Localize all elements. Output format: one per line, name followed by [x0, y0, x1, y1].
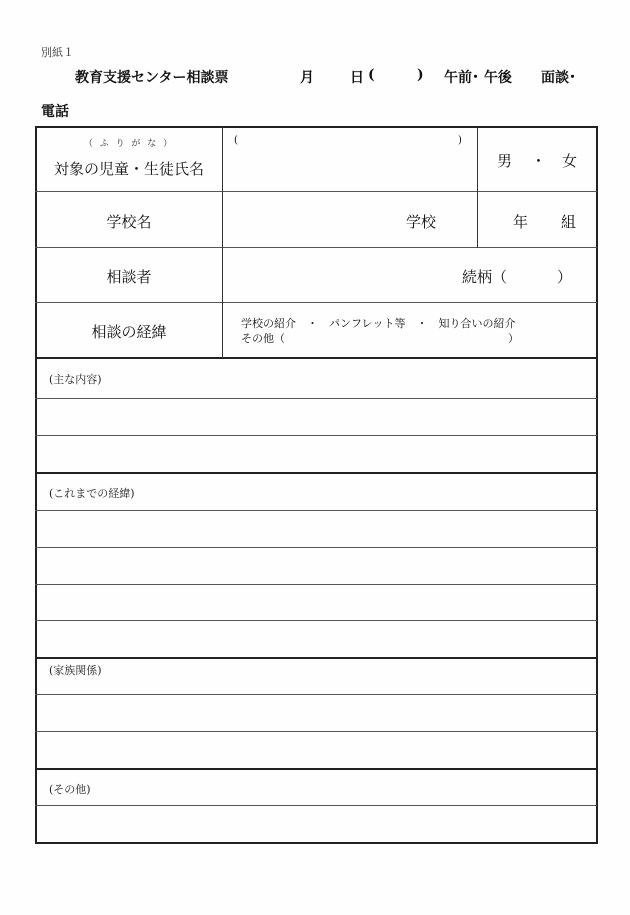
grade-label: 年 — [513, 213, 529, 231]
gender-field[interactable] — [478, 128, 596, 191]
weekday-paren-close: ) — [417, 67, 424, 83]
weekday-paren-open: ( — [368, 67, 375, 83]
furigana-label: （ ふ り が な ） — [83, 139, 175, 149]
main-content-line[interactable] — [36, 436, 596, 472]
section-divider — [35, 357, 597, 359]
section-divider — [35, 472, 597, 474]
family-line[interactable] — [36, 732, 596, 768]
furigana-paren-close: ) — [458, 135, 462, 146]
family-line[interactable] — [36, 695, 596, 731]
section-divider — [35, 768, 597, 770]
relation-label: 続柄（ — [462, 268, 508, 286]
reason-options[interactable]: 学校の紹介 ・ パンフレット等 ・ 知り合いの紹介 — [241, 317, 516, 330]
history-line[interactable] — [36, 621, 596, 657]
annex-label: 別紙１ — [41, 46, 74, 59]
furigana-paren-open: ( — [234, 135, 238, 146]
family-section-label: (家族関係) — [49, 664, 102, 677]
section-divider — [35, 657, 597, 659]
method-phone-label: 電話 — [41, 104, 69, 120]
history-line[interactable] — [36, 585, 596, 620]
grade-class-field[interactable] — [478, 192, 596, 247]
history-line[interactable] — [36, 548, 596, 584]
relation-paren-close: ） — [557, 268, 573, 286]
am-pm-label: 午前･ 午後 — [444, 70, 512, 86]
gender-separator: ・ — [531, 152, 547, 170]
consultant-label: 相談者 — [106, 268, 152, 286]
reason-other[interactable]: その他（ — [241, 332, 285, 345]
gender-male-option[interactable]: 男 — [497, 152, 513, 170]
main-content-section-label: (主な内容) — [49, 373, 102, 386]
day-label: 日 — [350, 70, 364, 86]
history-line[interactable] — [36, 511, 596, 547]
main-content-line[interactable] — [36, 399, 596, 435]
school-name-label: 学校名 — [106, 213, 152, 231]
history-section-label: (これまでの経緯) — [49, 487, 135, 500]
month-label: 月 — [300, 70, 314, 86]
other-section-label: (その他) — [49, 783, 91, 796]
school-suffix: 学校 — [406, 213, 437, 231]
other-line[interactable] — [36, 806, 596, 842]
gender-female-option[interactable]: 女 — [562, 152, 578, 170]
student-name-field[interactable] — [223, 128, 476, 191]
reason-other-paren-close: ） — [508, 332, 519, 345]
form-title: 教育支援センター相談票 — [75, 70, 229, 86]
reason-label: 相談の経緯 — [91, 323, 167, 341]
student-name-label: 対象の児童・生徒氏名 — [53, 160, 204, 178]
school-name-field[interactable] — [223, 192, 476, 247]
reason-options-field[interactable] — [223, 303, 596, 357]
class-label: 組 — [561, 213, 577, 231]
method-interview-label: 面談･ — [541, 70, 576, 86]
consultant-field[interactable] — [223, 248, 596, 302]
